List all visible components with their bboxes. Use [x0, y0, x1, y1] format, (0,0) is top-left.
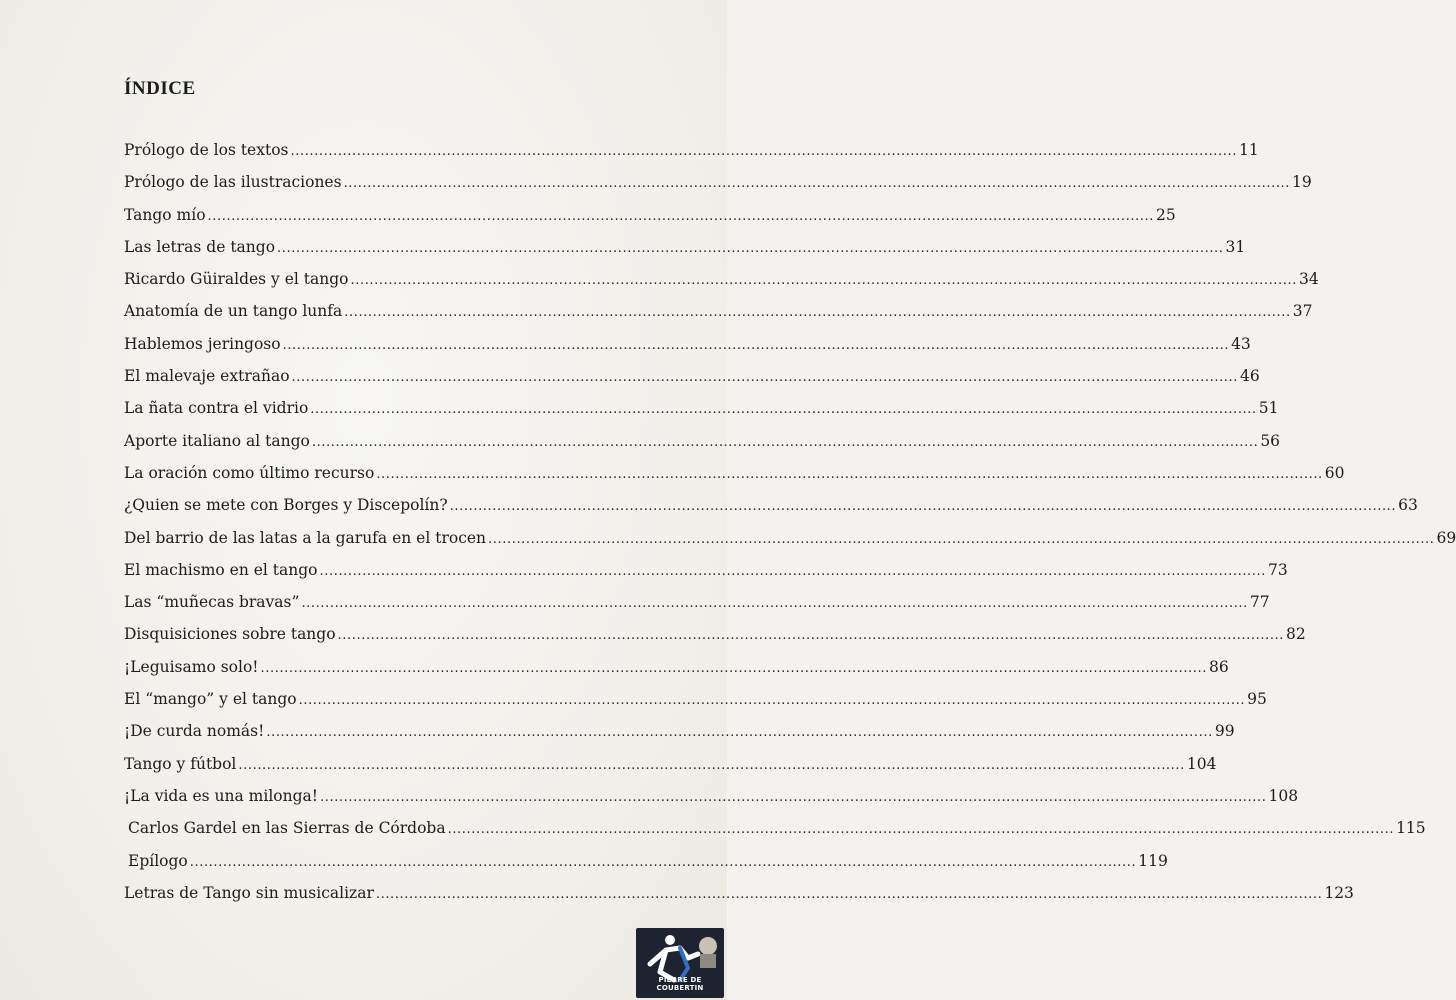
toc-entry	[124, 205, 1176, 238]
toc-dot-leader: ........................................................................................................................................................................................................	[301, 596, 1248, 612]
toc-entry-title: ¡De curda nomás!	[124, 722, 265, 741]
publisher-logo	[636, 928, 724, 998]
toc-entry-title: El “mango” y el tango	[124, 690, 297, 709]
toc-dot-leader: ........................................................................................................................................................................................................	[343, 176, 1291, 192]
toc-entry	[124, 560, 1288, 593]
toc-dot-leader: ........................................................................................................................................................................................................	[319, 563, 1266, 579]
toc-entry-page: 34	[1298, 270, 1319, 289]
toc-entry-title: Epílogo	[128, 851, 188, 870]
table-of-contents	[124, 141, 1456, 916]
toc-dot-leader: ........................................................................................................................................................................................................	[311, 434, 1259, 450]
toc-entry-page: 11	[1238, 141, 1259, 159]
toc-entry	[124, 496, 1418, 528]
toc-entry-page: 43	[1231, 334, 1251, 353]
toc-entry-title: Prólogo de los textos	[124, 141, 289, 159]
toc-dot-leader: ........................................................................................................................................................................................................	[337, 628, 1285, 644]
toc-entry-title: Las letras de tango	[124, 237, 276, 256]
toc-entry-page: 46	[1240, 367, 1260, 386]
toc-dot-leader: ........................................................................................................................................................................................................	[344, 305, 1291, 321]
toc-dot-leader: ........................................................................................................................................................................................................	[260, 660, 1207, 676]
toc-entry-title: Disquisiciones sobre tango	[124, 625, 336, 644]
toc-entry	[124, 173, 1312, 205]
toc-entry	[124, 754, 1217, 787]
toc-dot-leader: ........................................................................................................................................................................................................	[310, 402, 1257, 418]
toc-entry-title: Las “muñecas bravas”	[124, 593, 300, 612]
toc-entry-page: 31	[1225, 237, 1246, 256]
toc-entry-page: 77	[1249, 593, 1270, 612]
toc-entry	[124, 883, 1354, 916]
toc-entry	[124, 528, 1456, 561]
toc-entry	[124, 237, 1246, 270]
toc-dot-leader: ........................................................................................................................................................................................................	[207, 208, 1154, 224]
toc-dot-leader: ........................................................................................................................................................................................................	[447, 822, 1395, 838]
toc-entry-page: 115	[1396, 819, 1426, 838]
toc-entry	[124, 334, 1251, 367]
toc-entry-title: Letras de Tango sin musicalizar	[124, 883, 374, 902]
toc-dot-leader: ........................................................................................................................................................................................................	[488, 531, 1435, 547]
toc-entry	[124, 625, 1306, 657]
toc-entry-title: ¿Quien se mete con Borges y Discepolín?	[124, 496, 448, 515]
toc-entry-page: 86	[1208, 657, 1229, 676]
toc-entry	[124, 819, 1426, 851]
toc-dot-leader: ........................................................................................................................................................................................................	[375, 886, 1323, 902]
toc-entry-title: Prólogo de las ilustraciones	[124, 173, 342, 192]
toc-entry-title: ¡Leguisamo solo!	[124, 657, 259, 676]
toc-entry-page: 37	[1292, 302, 1313, 321]
toc-entry	[124, 851, 1168, 884]
toc-entry-title: Tango mío	[124, 205, 206, 224]
toc-entry-title: Hablemos jeringoso	[124, 334, 281, 353]
toc-entry-title: Carlos Gardel en las Sierras de Córdoba	[128, 819, 446, 838]
toc-entry-page: 99	[1214, 722, 1235, 741]
toc-dot-leader: ........................................................................................................................................................................................................	[350, 273, 1297, 289]
toc-entry	[124, 657, 1229, 690]
toc-entry-page: 60	[1324, 463, 1345, 482]
toc-entry-title: Aporte italiano al tango	[124, 431, 310, 450]
toc-entry-page: 108	[1268, 786, 1299, 805]
toc-entry-page: 19	[1292, 173, 1312, 192]
toc-entry-title: La ñata contra el vidrio	[124, 399, 309, 418]
toc-entry-page: 95	[1247, 690, 1267, 709]
toc-entry	[124, 367, 1260, 399]
toc-dot-leader: ........................................................................................................................................................................................................	[449, 499, 1397, 515]
toc-entry-title: Anatomía de un tango lunfa	[124, 302, 343, 321]
toc-entry-title: El machismo en el tango	[124, 560, 318, 579]
toc-entry-title: Ricardo Güiraldes y el tango	[124, 270, 349, 289]
toc-dot-leader: ........................................................................................................................................................................................................	[266, 725, 1213, 741]
toc-dot-leader: ........................................................................................................................................................................................................	[189, 854, 1137, 870]
toc-entry-page: 25	[1156, 205, 1176, 224]
toc-dot-leader: ........................................................................................................................................................................................................	[291, 370, 1238, 386]
toc-entry-page: 82	[1286, 625, 1306, 644]
toc-dot-leader: ........................................................................................................................................................................................................	[290, 144, 1237, 159]
toc-entry	[124, 463, 1345, 496]
toc-dot-leader: ........................................................................................................................................................................................................	[320, 789, 1267, 805]
toc-entry-page: 73	[1267, 560, 1288, 579]
toc-dot-leader: ........................................................................................................................................................................................................	[376, 466, 1323, 482]
toc-entry-page: 123	[1324, 883, 1354, 902]
toc-entry-title: El malevaje extrañao	[124, 367, 290, 386]
toc-entry-title: Del barrio de las latas a la garufa en el trocen	[124, 528, 487, 547]
toc-entry-title: ¡La vida es una milonga!	[124, 786, 318, 805]
toc-entry-page: 63	[1398, 496, 1418, 515]
page-title: ÍNDICE	[124, 78, 196, 99]
toc-entry	[124, 690, 1267, 722]
toc-entry	[124, 431, 1281, 464]
toc-entry	[124, 722, 1235, 754]
toc-dot-leader: ........................................................................................................................................................................................................	[282, 337, 1230, 353]
toc-entry-page: 69	[1436, 528, 1456, 547]
toc-entry-page: 119	[1138, 851, 1168, 870]
toc-entry-title: La oración como último recurso	[124, 463, 375, 482]
toc-dot-leader: ........................................................................................................................................................................................................	[277, 240, 1224, 256]
toc-entry	[124, 786, 1299, 819]
toc-entry	[124, 141, 1259, 173]
toc-entry	[124, 270, 1319, 302]
toc-entry	[124, 399, 1279, 431]
toc-entry-title: Tango y fútbol	[124, 754, 237, 773]
logo-text: PIERRE DE COUBERTIN	[656, 976, 704, 992]
toc-dot-leader: ........................................................................................................................................................................................................	[238, 757, 1185, 773]
toc-entry	[124, 593, 1270, 625]
toc-entry-page: 51	[1258, 399, 1279, 418]
toc-entry-page: 104	[1186, 754, 1217, 773]
toc-entry	[124, 302, 1313, 334]
toc-dot-leader: ........................................................................................................................................................................................................	[298, 693, 1246, 709]
toc-entry-page: 56	[1260, 431, 1281, 450]
